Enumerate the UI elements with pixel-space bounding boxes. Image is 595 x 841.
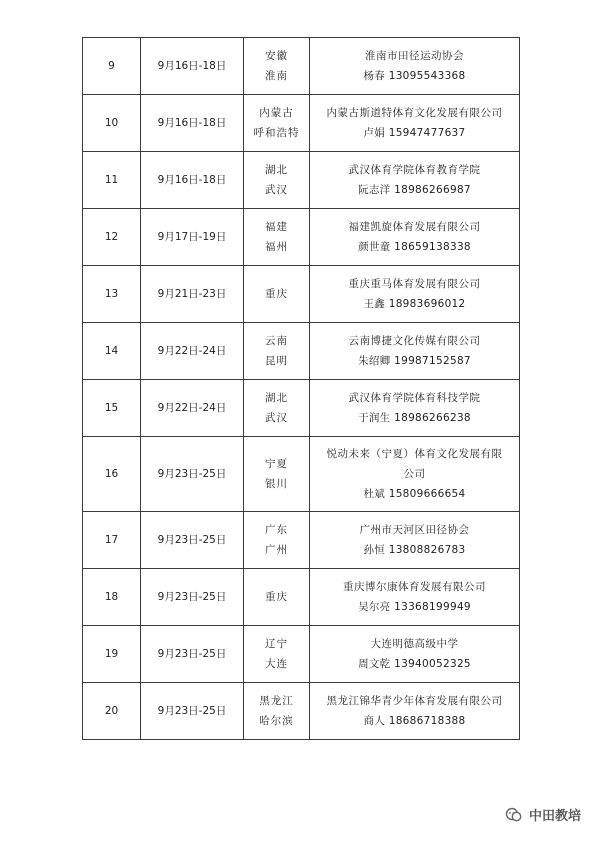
- organizer-cell: [310, 437, 520, 512]
- organizer-cell: [310, 152, 520, 209]
- event-location: [244, 38, 310, 95]
- location-line: 宁夏: [265, 458, 288, 470]
- organizer-name: 云南博捷文化传媒有限公司: [348, 335, 481, 347]
- table-row: [83, 683, 520, 740]
- organizer-name: 内蒙古斯道特体育文化发展有限公司: [326, 107, 503, 119]
- table-row: [83, 95, 520, 152]
- wechat-bubble-icon: [505, 806, 523, 824]
- location-line: 福州: [265, 241, 288, 253]
- event-location: [244, 380, 310, 437]
- event-location: [244, 323, 310, 380]
- contact-info: 孙恒 13808826783: [363, 544, 466, 556]
- event-date: 9月16日-18日: [141, 152, 244, 209]
- location-line: 哈尔滨: [259, 715, 294, 727]
- contact-info: 杜斌 15809666654: [363, 488, 466, 500]
- event-location: [244, 266, 310, 323]
- location-line: 内蒙古: [259, 107, 294, 119]
- organizer-cell: [310, 323, 520, 380]
- organizer-cell: [310, 266, 520, 323]
- organizer-name: 重庆博尔康体育发展有限公司: [343, 581, 486, 593]
- organizer-name: 武汉体育学院体育教育学院: [348, 164, 481, 176]
- row-number: 11: [83, 152, 141, 209]
- table-body: [83, 38, 520, 740]
- organizer-cell: [310, 512, 520, 569]
- event-location: [244, 209, 310, 266]
- contact-info: 杨春 13095543368: [363, 70, 466, 82]
- organizer-name: 公司: [403, 468, 426, 480]
- watermark: [505, 805, 581, 824]
- organizer-name: 悦动未来（宁夏）体育文化发展有限: [326, 448, 503, 460]
- event-location: [244, 152, 310, 209]
- organizer-cell: [310, 380, 520, 437]
- row-number: 12: [83, 209, 141, 266]
- location-line: 福建: [265, 221, 288, 233]
- location-line: 辽宁: [265, 638, 288, 650]
- location-line: 大连: [265, 658, 288, 670]
- event-date: 9月16日-18日: [141, 95, 244, 152]
- organizer-cell: [310, 38, 520, 95]
- location-line: 银川: [265, 478, 288, 490]
- location-line: 呼和浩特: [253, 127, 300, 139]
- organizer-cell: [310, 209, 520, 266]
- event-date: 9月23日-25日: [141, 437, 244, 512]
- event-date: 9月23日-25日: [141, 512, 244, 569]
- row-number: 10: [83, 95, 141, 152]
- location-line: 武汉: [265, 184, 288, 196]
- event-date: 9月21日-23日: [141, 266, 244, 323]
- contact-info: 商人 18686718388: [363, 715, 466, 727]
- organizer-cell: [310, 95, 520, 152]
- organizer-name: 黑龙江锦华青少年体育发展有限公司: [326, 695, 503, 707]
- location-line: 淮南: [265, 70, 288, 82]
- row-number: 19: [83, 626, 141, 683]
- table-row: [83, 437, 520, 512]
- organizer-cell: [310, 569, 520, 626]
- organizer-name: 淮南市田径运动协会: [365, 50, 464, 62]
- row-number: 13: [83, 266, 141, 323]
- contact-info: 颜世童 18659138338: [358, 241, 471, 253]
- location-line: 安徽: [265, 50, 288, 62]
- location-line: 重庆: [265, 288, 288, 300]
- event-date: 9月23日-25日: [141, 683, 244, 740]
- contact-info: 于润生 18986266238: [358, 412, 471, 424]
- table-row: [83, 209, 520, 266]
- event-location: [244, 626, 310, 683]
- contact-info: 王鑫 18983696012: [363, 298, 466, 310]
- table-row: [83, 512, 520, 569]
- organizer-cell: [310, 683, 520, 740]
- event-date: 9月23日-25日: [141, 626, 244, 683]
- row-number: 18: [83, 569, 141, 626]
- location-line: 广州: [265, 544, 288, 556]
- organizer-name: 福建凯旋体育发展有限公司: [348, 221, 481, 233]
- table-row: [83, 569, 520, 626]
- event-location: [244, 95, 310, 152]
- table-row: [83, 323, 520, 380]
- event-date: 9月17日-19日: [141, 209, 244, 266]
- watermark-text: 中田教培: [528, 809, 581, 824]
- event-location: [244, 437, 310, 512]
- location-line: 昆明: [265, 355, 288, 367]
- row-number: 17: [83, 512, 141, 569]
- row-number: 14: [83, 323, 141, 380]
- row-number: 9: [83, 38, 141, 95]
- row-number: 15: [83, 380, 141, 437]
- organizer-name: 广州市天河区田径协会: [359, 524, 470, 536]
- row-number: 20: [83, 683, 141, 740]
- contact-info: 卢娟 15947477637: [363, 127, 466, 139]
- event-date: 9月16日-18日: [141, 38, 244, 95]
- organizer-name: 大连明德高级中学: [370, 638, 459, 650]
- event-date: 9月22日-24日: [141, 323, 244, 380]
- event-location: [244, 512, 310, 569]
- contact-info: 周文乾 13940052325: [358, 658, 471, 670]
- table-row: [83, 152, 520, 209]
- location-line: 湖北: [265, 392, 288, 404]
- location-line: 广东: [265, 524, 288, 536]
- table-row: [83, 266, 520, 323]
- event-location: [244, 569, 310, 626]
- contact-info: 吴尔亮 13368199949: [358, 601, 471, 613]
- contact-info: 阮志洋 18986266987: [358, 184, 471, 196]
- table-row: [83, 380, 520, 437]
- organizer-name: 武汉体育学院体育科技学院: [348, 392, 481, 404]
- row-number: 16: [83, 437, 141, 512]
- organizer-name: 重庆重马体育发展有限公司: [348, 278, 481, 290]
- event-location: [244, 683, 310, 740]
- location-line: 黑龙江: [259, 695, 294, 707]
- table-row: [83, 626, 520, 683]
- location-line: 重庆: [265, 591, 288, 603]
- location-line: 湖北: [265, 164, 288, 176]
- event-date: 9月23日-25日: [141, 569, 244, 626]
- location-line: 武汉: [265, 412, 288, 424]
- contact-info: 朱绍卿 19987152587: [358, 355, 471, 367]
- organizer-cell: [310, 626, 520, 683]
- event-schedule-table: [82, 37, 520, 740]
- location-line: 云南: [265, 335, 288, 347]
- table-row: [83, 38, 520, 95]
- event-date: 9月22日-24日: [141, 380, 244, 437]
